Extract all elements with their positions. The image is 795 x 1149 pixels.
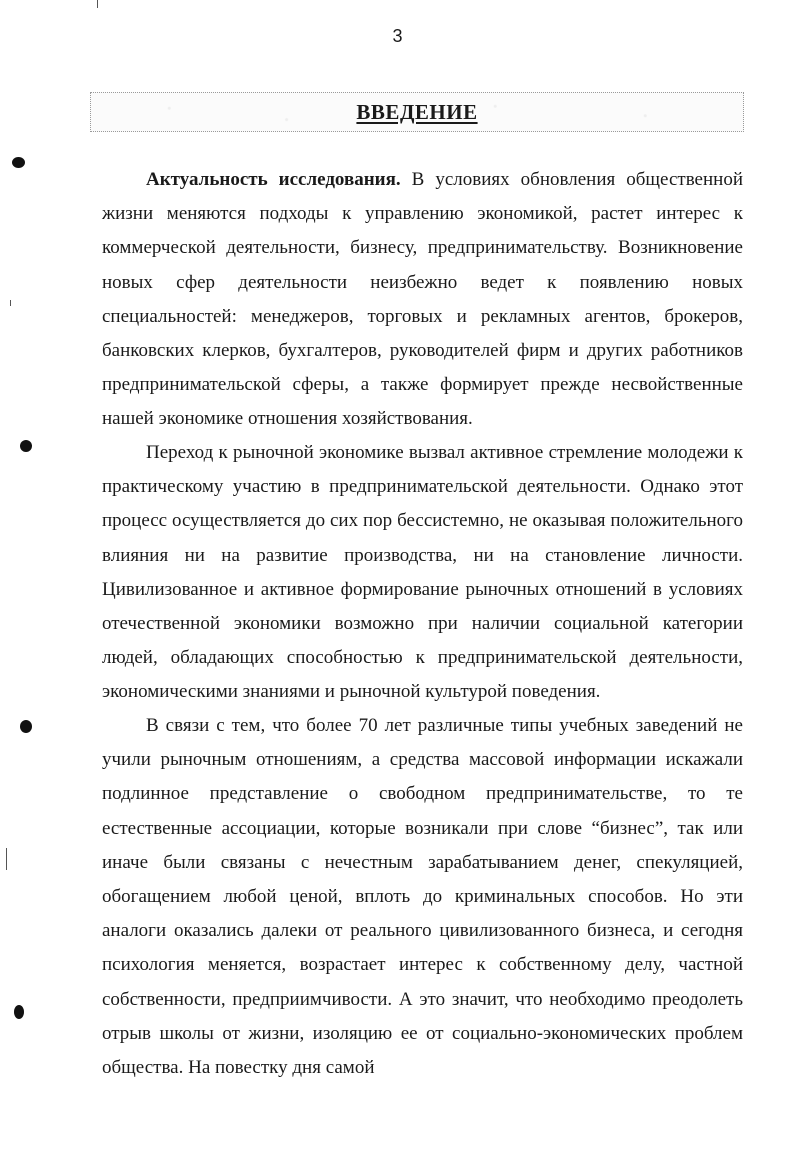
paragraph-text: В условиях обновления общественной жизни меняются подходы к управлению экономикой, растет интерес к коммерческой деятельности, бизнесу, предпринимательству. Возникновение новых сфер деятельности неизбежно ведет к появлению новых специальностей: менеджеров, торговых и рекламных агентов, брокеров, банковских клерков, бухгалтеров, руководителей фирм и других работников предпринимательской сферы, а также формирует прежде несвойственные нашей экономике отношения хозяйствования.	[102, 169, 743, 430]
paragraph-relevance	[102, 163, 743, 437]
binder-mark	[20, 720, 32, 733]
heading-box	[90, 92, 744, 132]
paragraph	[102, 436, 743, 710]
page-number: 3	[392, 26, 403, 46]
paragraph-text: Переход к рыночной экономике вызвал активное стремление молодежи к практическому участию в предпринимательской деятельности. Однако этот процесс осуществляется до сих пор бессистемно, не оказывая положительного влияния ни на развитие производства, ни на становление личности. Цивилизованное и активное формирование рыночных отношений в условиях отечественной экономики возможно при наличии социальной категории людей, обладающих способностью к предпринимательской деятельности, экономическими знаниями и рыночной культурой поведения.	[102, 442, 743, 703]
binder-mark	[12, 157, 25, 168]
scan-artifact	[97, 0, 98, 8]
scan-artifact	[6, 848, 7, 870]
paragraph-text: В связи с тем, что более 70 лет различные типы учебных заведений не учили рыночным отношениям, а средства массовой информации искажали подлинное представление о свободном предпринимательстве, то те естественные ассоциации, которые возникали при слове “бизнес”, так или иначе были связаны с нечестным зарабатыванием денег, спекуляцией, обогащением любой ценой, вплоть до криминальных способов. Но эти аналоги оказались далеки от реального цивилизованного бизнеса, и сегодня психология меняется, возрастает интерес к собственному делу, частной собственности, предприимчивости. А это значит, что необходимо преодолеть отрыв школы от жизни, изоляцию ее от социально-экономических проблем общества. На повестку дня самой	[102, 715, 743, 1079]
scan-artifact	[10, 300, 11, 306]
page-title: ВВЕДЕНИЕ	[356, 99, 478, 124]
paragraph-market-transition	[102, 436, 743, 710]
paragraph	[102, 163, 743, 437]
binder-mark	[20, 440, 32, 452]
paragraph	[102, 709, 743, 1085]
binder-mark	[14, 1005, 24, 1019]
paragraph-lead: Актуальность исследования.	[146, 169, 401, 190]
paragraph-business-perception	[102, 709, 743, 1085]
